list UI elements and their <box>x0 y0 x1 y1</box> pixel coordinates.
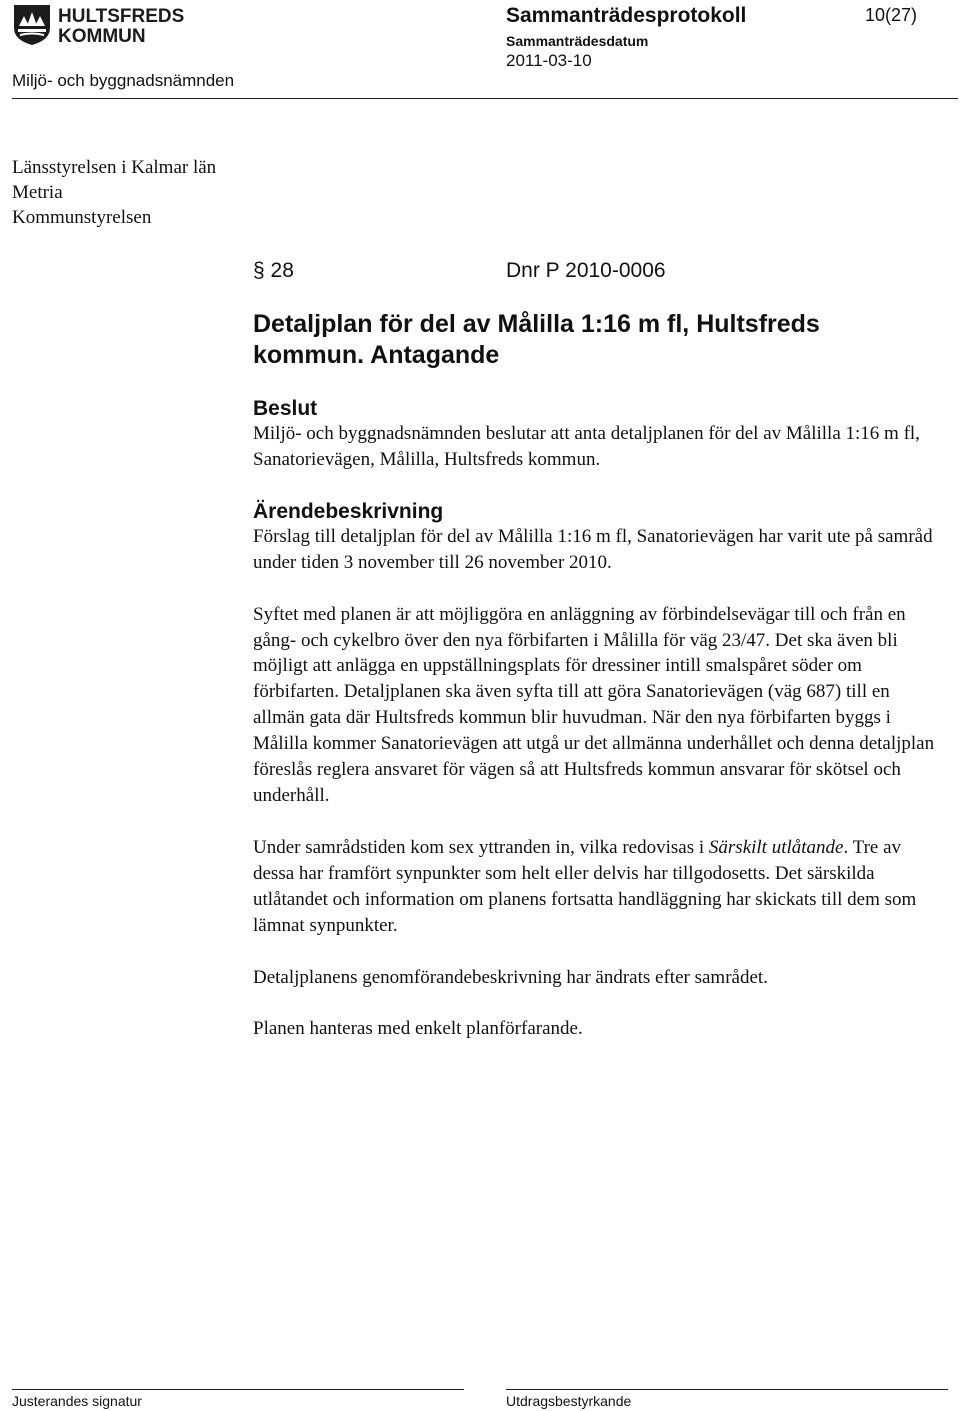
decision-heading: Beslut <box>253 397 318 420</box>
committee-name: Miljö- och byggnadsnämnden <box>12 71 235 90</box>
item-body <box>253 396 943 1042</box>
recipient: Länsstyrelsen i Kalmar län <box>12 157 217 178</box>
description-paragraph: Syftet med planen är att möjliggöra en anläggning av förbindelsevägar till och från en gång- och cykelbro över den nya förbifarten i Målilla för väg 23/47. Det ska även bli möjligt att anlägga en uppställningsplats för dressiner intill smalspåret söder om förbifarten. Detaljplanen ska även syfta till att göra Sanatorievägen (väg 687) till en allmän gata där Hultsfreds kommun blir huvudman. När den nya förbifarten byggs i Målilla kommer Sanatorievägen att utgå ur det allmänna underhållet och denna detaljplan föreslås reglera ansvaret för vägen så att Hultsfreds kommun ansvarar för skötsel och underhåll. <box>253 603 935 806</box>
text-segment: . Tre av dessa har framfört synpunkter som helt eller delvis har tillgodosetts. Det särskilda utlåtandet och information om planens fortsatta handläggning har skickats till dem som lämnat synpunkter. <box>253 836 917 936</box>
description-paragraph: Detaljplanens genomförandebeskrivning har ändrats efter samrådet. <box>253 966 768 988</box>
document-reference: Särskilt utlåtande <box>708 836 844 858</box>
document-type: Sammanträdesprotokoll <box>506 4 747 27</box>
certification-line <box>506 1389 948 1390</box>
text-segment: Under samrådstiden kom sex yttranden in, vilka redovisas i <box>253 836 709 858</box>
description-paragraph <box>253 835 943 939</box>
item-title: Detaljplan för del av Målilla 1:16 m fl, Hultsfreds kommun. Antagande <box>253 310 820 369</box>
description-paragraph: Planen hanteras med enkelt planförfarande. <box>253 1018 583 1040</box>
recipient: Kommunstyrelsen <box>12 207 152 228</box>
municipality-logo <box>10 2 190 46</box>
decision-text: Miljö- och byggnadsnämnden beslutar att anta detaljplanen för del av Målilla 1:16 m fl, Sanatorievägen, Målilla, Hultsfreds kommun. <box>253 423 920 470</box>
logo-line1: HULTSFREDS <box>58 6 185 27</box>
page-number: 10(27) <box>865 5 918 25</box>
meeting-date: 2011-03-10 <box>506 51 592 70</box>
coat-of-arms-icon <box>10 2 190 46</box>
date-label: Sammanträdesdatum <box>506 33 649 49</box>
recipients-list <box>12 155 216 230</box>
header-divider <box>12 98 958 99</box>
description-paragraph: Förslag till detaljplan för del av Målilla 1:16 m fl, Sanatorievägen har varit ute på samråd under tiden 3 november till 26 november 2010. <box>253 525 933 573</box>
section-number <box>253 259 294 283</box>
recipient: Metria <box>12 182 63 203</box>
section-value: 28 <box>270 259 294 282</box>
case-number: Dnr P 2010-0006 <box>506 259 666 282</box>
logo-line2: KOMMUN <box>58 26 146 46</box>
signature-label: Justerandes signatur <box>12 1393 142 1409</box>
description-heading: Ärendebeskrivning <box>253 499 444 523</box>
signature-line <box>12 1389 464 1390</box>
section-symbol: § <box>253 259 265 282</box>
certification-label: Utdragsbestyrkande <box>506 1393 632 1409</box>
